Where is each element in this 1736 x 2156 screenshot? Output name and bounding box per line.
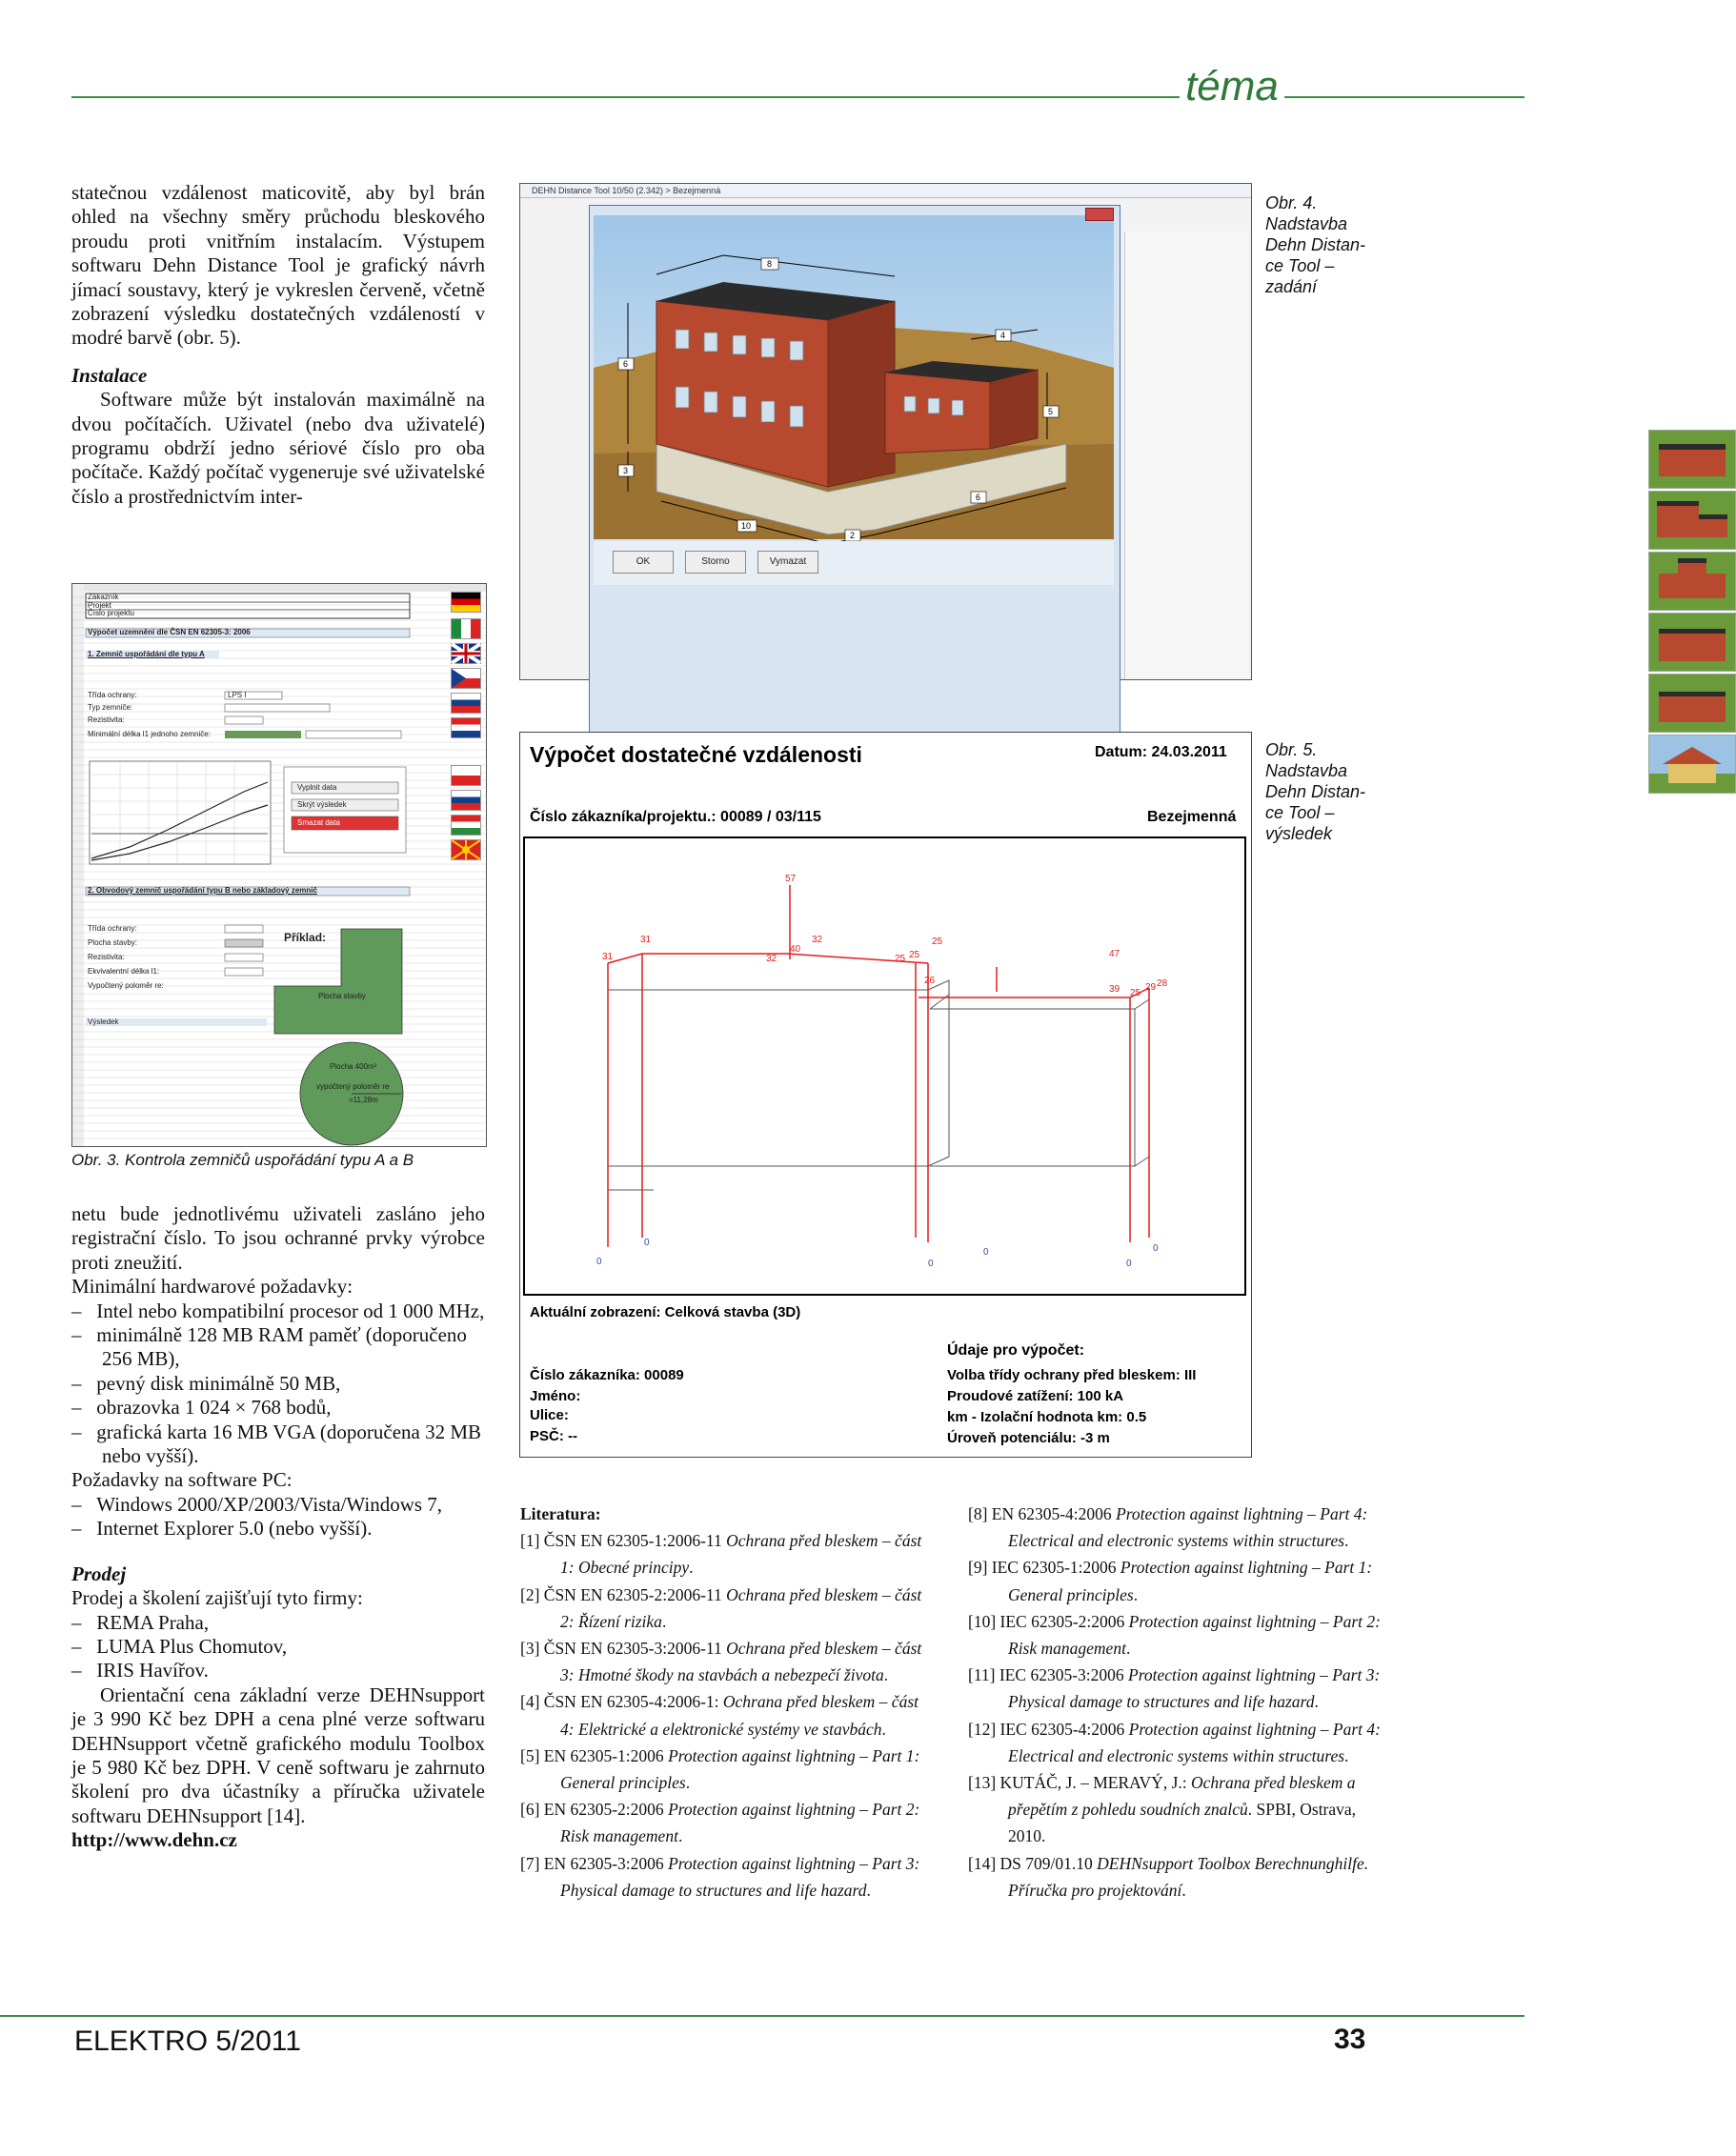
result-3d-wireframe	[520, 733, 1251, 1457]
list-item: – Internet Explorer 5.0 (nebo vyšší).	[71, 1517, 373, 1541]
hw-heading: Minimální hardwarové požadavky:	[71, 1275, 353, 1299]
vymazat-button[interactable]: Vymazat	[757, 551, 818, 574]
flag-hr-icon[interactable]	[451, 717, 481, 738]
reference-item: [8] EN 62305-4:2006 Protection against lightning – Part 4: Electrical and electronic systems within structures.	[968, 1504, 1368, 1551]
figure-3-spreadsheet	[71, 583, 487, 1147]
ulice-field: Ulice:	[530, 1407, 569, 1423]
outer-window-title: DEHN Distance Tool 10/50 (2.342) > Bezejmenná	[520, 184, 1251, 198]
flag-mk-icon[interactable]	[451, 839, 481, 860]
left-column-top	[71, 181, 485, 509]
firms-heading: Prodej a školení zajišťují tyto firmy:	[71, 1586, 363, 1610]
list-item: – minimálně 128 MB RAM paměť (doporučeno 256 MB),	[71, 1323, 467, 1371]
list-item-text: pevný disk minimálně 50 MB,	[96, 1371, 341, 1395]
sw-heading: Požadavky na software PC:	[71, 1468, 293, 1492]
close-icon[interactable]	[1085, 208, 1114, 221]
building-type-thumb[interactable]	[1648, 613, 1736, 672]
list-item-text: LUMA Plus Chomutov,	[96, 1634, 288, 1658]
row-cislo-projektu: Číslo projektu	[88, 609, 134, 617]
result-label: 32	[812, 935, 823, 945]
result-label: 57	[785, 874, 797, 884]
km-value: km - Izolační hodnota km: 0.5	[947, 1409, 1147, 1425]
row-projekt: Projekt	[88, 601, 111, 610]
caption-line: Nadstavba	[1265, 761, 1348, 780]
btn-smazat[interactable]: Smazat data	[297, 818, 340, 827]
reference-item: [4] ČSN EN 62305-4:2006-1: Ochrana před bleskem – část 4: Elektrické a elektronické systémy ve stavbách.	[520, 1692, 919, 1739]
result-label: 32	[766, 954, 777, 964]
circle-line1: Plocha 400m²	[330, 1062, 377, 1071]
class-label: Třída ochrany:	[88, 691, 137, 699]
list-item-text: Intel nebo kompatibilní procesor od 1 000 MHz,	[96, 1299, 485, 1322]
figure-3-caption: Obr. 3. Kontrola zemničů uspořádání typu A a B	[71, 1151, 414, 1169]
reference-item: [6] EN 62305-2:2006 Protection against lightning – Part 2: Risk management.	[520, 1800, 920, 1846]
literature-heading: Literatura:	[520, 1504, 601, 1523]
psc-field: PSČ: --	[530, 1428, 577, 1444]
reference-item: [13] KUTÁČ, J. – MERAVÝ, J.: Ochrana před bleskem a přepětím z pohledu soudních znalců. SPBI, Ostrava, 2010.	[968, 1773, 1357, 1846]
flag-de-icon[interactable]	[451, 592, 481, 613]
result-label-zero: 0	[1126, 1259, 1132, 1269]
type-b-heading: 2. Obvodový zemnič uspořádání typu B nebo základový zemnič	[88, 886, 317, 895]
building-type-thumb[interactable]	[1648, 430, 1736, 489]
result-title: Výpočet dostatečné vzdálenosti	[530, 742, 862, 767]
dim-label: 8	[767, 259, 773, 269]
dim-label: 5	[1048, 407, 1054, 416]
flag-cz-icon[interactable]	[451, 668, 481, 689]
paragraph: statečnou vzdálenost maticovitě, aby byl brán ohled na všechny směry průchodu bleskového proudu proti vnitřním instalacím. Výstupem softwaru Dehn Distance Tool je grafický návrh jímací soustavy, který je vykreslen červeně, včetně zobrazení výsledku dostatečných vzdáleností v modré barvě (obr. 5).	[71, 181, 485, 350]
btn-skryt[interactable]: Skrýt výsledek	[297, 800, 347, 809]
dim-label: 4	[1000, 331, 1006, 340]
list-item-text: Internet Explorer 5.0 (nebo vyšší).	[96, 1517, 373, 1541]
reference-item: [11] IEC 62305-3:2006 Protection against lightning – Part 3: Physical damage to structures and life hazard.	[968, 1665, 1381, 1712]
result-label-zero: 0	[644, 1238, 650, 1248]
flag-si-icon[interactable]	[451, 790, 481, 811]
caption-line: Nadstavba	[1265, 214, 1348, 233]
section-heading-instalace: Instalace	[71, 363, 148, 387]
circle-line2: vypočtený poloměr re	[316, 1082, 390, 1091]
current-view: Aktuální zobrazení: Celková stavba (3D)	[530, 1304, 801, 1320]
reference-item: [2] ČSN EN 62305-2:2006-11 Ochrana před bleskem – část 2: Řízení rizika.	[520, 1584, 922, 1631]
dim-label: 3	[623, 466, 629, 475]
dim-label: 2	[850, 531, 856, 540]
caption-line: Obr. 5.	[1265, 740, 1318, 759]
result-label: 31	[640, 935, 652, 945]
circle-line3: =11,28m	[349, 1096, 378, 1104]
list-item: – IRIS Havířov.	[71, 1659, 209, 1682]
page-number: 33	[1334, 2024, 1366, 2055]
reference-item: [10] IEC 62305-2:2006 Protection against lightning – Part 2: Risk management.	[968, 1611, 1381, 1659]
list-item: – REMA Praha,	[71, 1610, 210, 1634]
jmeno-field: Jméno:	[530, 1388, 581, 1404]
list-item: – Intel nebo kompatibilní procesor od 1 000 MHz,	[71, 1299, 485, 1322]
figure-5-caption	[1265, 739, 1399, 844]
caption-line: ce Tool –	[1265, 256, 1335, 275]
result-label: 25	[895, 954, 906, 964]
reference-item: [7] EN 62305-3:2006 Protection against lightning – Part 3: Physical damage to structures and life hazard.	[520, 1853, 920, 1900]
caption-line: Dehn Distan-	[1265, 782, 1366, 801]
result-label: 40	[790, 944, 801, 955]
class-value: LPS I	[228, 691, 247, 699]
radius-label: Vypočtený poloměr re:	[88, 981, 164, 990]
storno-button[interactable]: Storno	[685, 551, 746, 574]
spreadsheet-grid	[72, 584, 486, 1146]
caption-line: Obr. 4.	[1265, 193, 1318, 212]
list-item-text: obrazovka 1 024 × 768 bodů,	[96, 1396, 332, 1420]
paragraph: netu bude jednotlivému uživateli zasláno jeho registrační číslo. To jsou ochranné prvky výrobce proti zneužití.	[71, 1202, 485, 1274]
calc-title: Výpočet uzemnění dle ČSN EN 62305-3: 2006	[88, 628, 251, 636]
flag-sk-icon[interactable]	[451, 693, 481, 714]
list-item-text: IRIS Havířov.	[96, 1659, 209, 1682]
caption-line: výsledek	[1265, 824, 1333, 843]
section-heading-prodej: Prodej	[71, 1562, 127, 1585]
result-label-zero: 0	[596, 1257, 602, 1267]
list-item: – LUMA Plus Chomutov,	[71, 1634, 288, 1658]
list-item-text: Windows 2000/XP/2003/Vista/Windows 7,	[96, 1492, 443, 1516]
example-label: Příklad:	[284, 931, 327, 944]
flag-uk-icon[interactable]	[451, 643, 481, 664]
result-label: 29	[1145, 982, 1157, 993]
dim-label: 6	[976, 493, 981, 502]
customer-number: Číslo zákazníka: 00089	[530, 1367, 684, 1383]
figure-4-screenshot	[519, 183, 1252, 680]
row-zakaznik: Zákazník	[88, 593, 119, 601]
resistivity-label: Rezistivita:	[88, 715, 125, 724]
ok-button[interactable]: OK	[613, 551, 674, 574]
potential-level: Úroveň potenciálu: -3 m	[947, 1430, 1110, 1446]
result-label: 47	[1109, 949, 1120, 959]
result-label: 39	[1109, 984, 1120, 995]
result-label: 26	[924, 976, 936, 986]
customer-project: Číslo zákazníka/projektu.: 00089 / 03/115	[530, 809, 821, 825]
journal-name: ELEKTRO 5/2011	[74, 2025, 301, 2057]
protection-class: Volba třídy ochrany před bleskem: III	[947, 1367, 1197, 1383]
class-label-b: Třída ochrany:	[88, 924, 137, 933]
result-label: 25	[932, 937, 943, 947]
earth-label: Typ zemniče:	[88, 703, 133, 712]
literature-column-b	[968, 1501, 1382, 1904]
result-label: 25	[909, 950, 920, 960]
building-type-thumb[interactable]	[1648, 674, 1736, 733]
footer-rule	[0, 2015, 1524, 2017]
paragraph: Software může být instalován maximálně na dvou počítačích. Uživatel (nebo dva uživatelé) programu obdrží jedno sériové číslo pro oba počítače. Každý počítač vygeneruje své uživatelské číslo a prostřednictvím inter-	[71, 388, 485, 508]
dim-label: 10	[741, 521, 752, 531]
dim-label: 6	[623, 359, 629, 369]
list-item: – Windows 2000/XP/2003/Vista/Windows 7,	[71, 1492, 443, 1516]
list-item-text: REMA Praha,	[96, 1610, 210, 1634]
caption-line: zadání	[1265, 277, 1318, 296]
reference-item: [14] DS 709/01.10 DEHNsupport Toolbox Berechnunghilfe. Příručka pro projektování.	[968, 1853, 1369, 1900]
dialog	[589, 205, 1120, 740]
btn-vyplnit[interactable]: Vyplnit data	[297, 783, 337, 792]
resistivity-label-b: Rezistivita:	[88, 953, 125, 961]
building-type-panel	[1124, 232, 1249, 679]
caption-line: Dehn Distan-	[1265, 235, 1366, 254]
list-item: – pevný disk minimálně 50 MB,	[71, 1371, 341, 1395]
flag-hu-icon[interactable]	[451, 815, 481, 836]
eq-label: Ekvivalentní délka l1:	[88, 967, 160, 976]
url-link[interactable]: http://www.dehn.cz	[71, 1828, 237, 1852]
literature-column-a	[520, 1501, 934, 1904]
list-item: – grafická karta 16 MB VGA (doporučena 32 MB nebo vyšší).	[71, 1420, 482, 1468]
figure-4-caption	[1265, 192, 1399, 297]
building-type-thumb[interactable]	[1648, 552, 1736, 611]
result-label-zero: 0	[928, 1259, 934, 1269]
calc-header: Údaje pro výpočet:	[947, 1342, 1085, 1359]
result-label: Výsledek	[88, 1018, 119, 1026]
building-type-thumb[interactable]	[1648, 735, 1736, 794]
plocha-label: Plocha stavby	[318, 992, 366, 1000]
reference-item: [12] IEC 62305-4:2006 Protection against lightning – Part 4: Electrical and electronic systems within structures.	[968, 1719, 1381, 1765]
reference-item: [1] ČSN EN 62305-1:2006-11 Ochrana před bleskem – část 1: Obecné principy.	[520, 1531, 922, 1578]
building-3d-scene	[590, 206, 1120, 720]
project-name: Bezejmenná	[1147, 809, 1237, 825]
result-date: Datum: 24.03.2011	[1095, 744, 1227, 760]
min-len-label: Minimální délka l1 jednoho zemniče:	[88, 730, 211, 738]
flag-it-icon[interactable]	[451, 618, 481, 639]
result-label: 25	[1130, 988, 1141, 998]
result-label: 28	[1157, 978, 1168, 989]
reference-item: [5] EN 62305-1:2006 Protection against lightning – Part 1: General principles.	[520, 1745, 920, 1793]
reference-item: [9] IEC 62305-1:2006 Protection against lightning – Part 1: General principles.	[968, 1558, 1373, 1604]
list-item: – obrazovka 1 024 × 768 bodů,	[71, 1396, 332, 1420]
current-load: Proudové zatížení: 100 kA	[947, 1388, 1124, 1404]
result-label-zero: 0	[983, 1247, 989, 1258]
list-item-text: minimálně 128 MB RAM paměť (doporučeno 256 MB),	[96, 1323, 467, 1371]
type-a-heading: 1. Zemnič uspořádání dle typu A	[88, 650, 205, 658]
figure-5-result	[519, 732, 1252, 1458]
list-item-text: grafická karta 16 MB VGA (doporučena 32 MB nebo vyšší).	[96, 1420, 482, 1468]
left-column-bottom	[71, 1202, 485, 1853]
caption-line: ce Tool –	[1265, 803, 1335, 822]
flag-pl-icon[interactable]	[451, 765, 481, 786]
result-label-zero: 0	[1153, 1243, 1159, 1254]
paragraph: Orientační cena základní verze DEHNsupport je 3 990 Kč bez DPH a cena plné verze softwaru DEHNsupport včetně grafického modulu Toolbox je 5 980 Kč bez DPH. V ceně softwaru je zahrnuto školení pro dva účastníky a příručka uživatele softwaru DEHNsupport [14].	[71, 1682, 485, 1827]
result-label: 31	[602, 952, 614, 962]
section-label: téma	[1180, 63, 1284, 111]
area-label: Plocha stavby:	[88, 938, 138, 947]
building-type-thumb[interactable]	[1648, 491, 1736, 550]
reference-item: [3] ČSN EN 62305-3:2006-11 Ochrana před bleskem – část 3: Hmotné škody na stavbách a nebezpečí života.	[520, 1639, 922, 1685]
header-rule	[71, 96, 1524, 98]
